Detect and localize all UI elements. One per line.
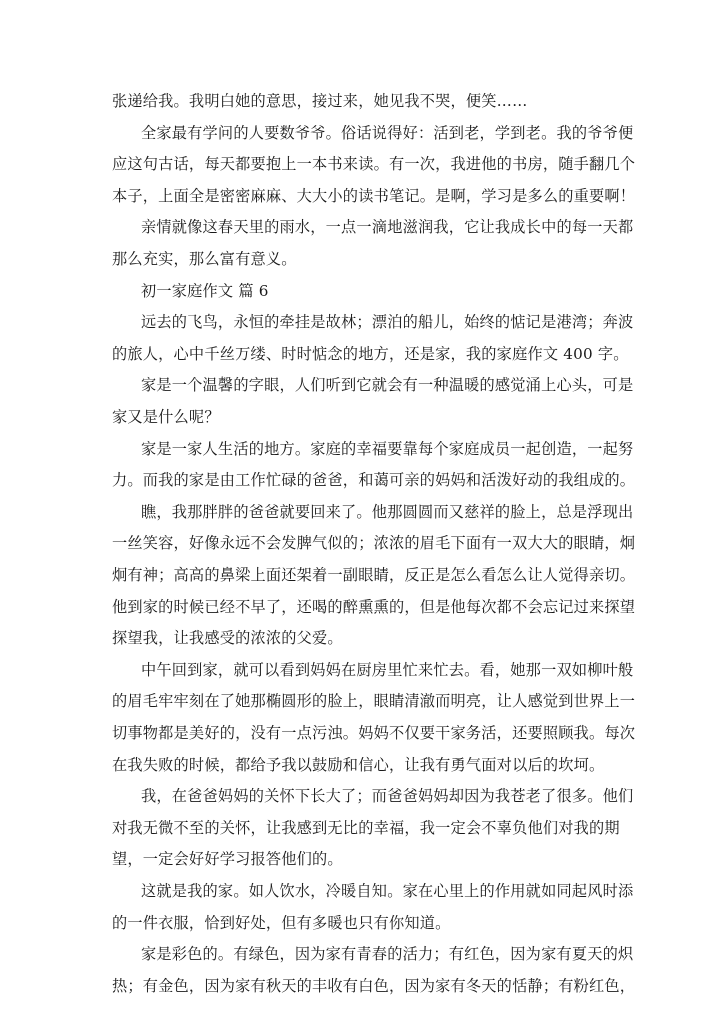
text-line: 一丝笑容，好像永远不会发脾气似的；浓浓的眉毛下面有一双大大的眼睛，炯 — [112, 534, 636, 553]
text-line: 家又是什么呢？ — [112, 408, 220, 426]
text-line: 家是一个温馨的字眼，人们听到它就会有一种温暖的感觉涌上心头，可是 — [141, 376, 634, 395]
text-line: 的一件衣服，恰到好处，但有多暖也只有你知道。 — [112, 913, 451, 932]
text-line: 应这句古话，每天都要抱上一本书来读。有一次，我进他的书房，随手翻几个 — [112, 155, 636, 174]
text-line: 他到家的时候已经不早了，还喝的醉熏熏的，但是他每次都不会忘记过来探望 — [112, 597, 636, 616]
text-line: 本子，上面全是密密麻麻、大大小的读书笔记。是啊，学习是多么的重要啊！ — [112, 186, 636, 205]
text-line: 在我失败的时候，都给予我以鼓励和信心，让我有勇气面对以后的坎坷。 — [112, 755, 605, 774]
text-line: 探望我，让我感受的浓浓的父爱。 — [112, 629, 343, 648]
text-line: 张递给我。我明白她的意思，接过来，她见我不哭，便笑…… — [112, 92, 528, 110]
text-line: 的旅人，心中千丝万缕、时时惦念的地方，还是家，我的家庭作文 400 字。 — [112, 344, 629, 363]
text-line: 热；有金色，因为家有秋天的丰收有白色，因为家有冬天的恬静；有粉红色， — [112, 976, 636, 995]
text-line: 亲情就像这春天里的雨水，一点一滴地滋润我，它让我成长中的每一天都 — [141, 218, 634, 237]
text-line: 力。而我的家是由工作忙碌的爸爸，和蔼可亲的妈妈和活泼好动的我组成的。 — [112, 471, 636, 490]
text-line: 家是彩色的。有绿色，因为家有青春的活力；有红色，因为家有夏天的炽 — [141, 945, 634, 964]
text-line: 那么充实，那么富有意义。 — [112, 250, 297, 268]
text-line: 我，在爸爸妈妈的关怀下长大了；而爸爸妈妈却因为我苍老了很多。他们 — [141, 787, 634, 806]
text-line: 的眉毛牢牢刻在了她那椭圆形的脸上，眼睛清澈而明亮，让人感觉到世界上一 — [112, 692, 636, 711]
text-line: 这就是我的家。如人饮水，冷暖自知。家在心里上的作用就如同起风时添 — [141, 882, 634, 900]
text-line: 望，一定会好好学习报答他们的。 — [112, 850, 343, 869]
section-heading: 初一家庭作文 篇 6 — [141, 281, 269, 300]
text-line: 对我无微不至的关怀，让我感到无比的幸福，我一定会不辜负他们对我的期 — [112, 818, 620, 837]
text-line: 中午回到家，就可以看到妈妈在厨房里忙来忙去。看，她那一双如柳叶般 — [141, 660, 634, 679]
text-line: 家是一家人生活的地方。家庭的幸福要靠每个家庭成员一起创造，一起努 — [141, 439, 634, 458]
text-line: 远去的飞鸟，永恒的牵挂是故林；漂泊的船儿，始终的惦记是港湾；奔波 — [141, 313, 634, 332]
text-line: 全家最有学问的人要数爷爷。俗话说得好：活到老，学到老。我的爷爷便 — [141, 123, 634, 142]
text-line: 切事物都是美好的，没有一点污浊。妈妈不仅要干家务活，还要照顾我。每次 — [112, 724, 636, 742]
text-line: 瞧，我那胖胖的爸爸就要回来了。他那圆圆而又慈祥的脸上，总是浮现出 — [141, 502, 634, 521]
text-line: 炯有神；高高的鼻梁上面还架着一副眼睛，反正是怎么看怎么让人觉得亲切。 — [112, 566, 636, 584]
